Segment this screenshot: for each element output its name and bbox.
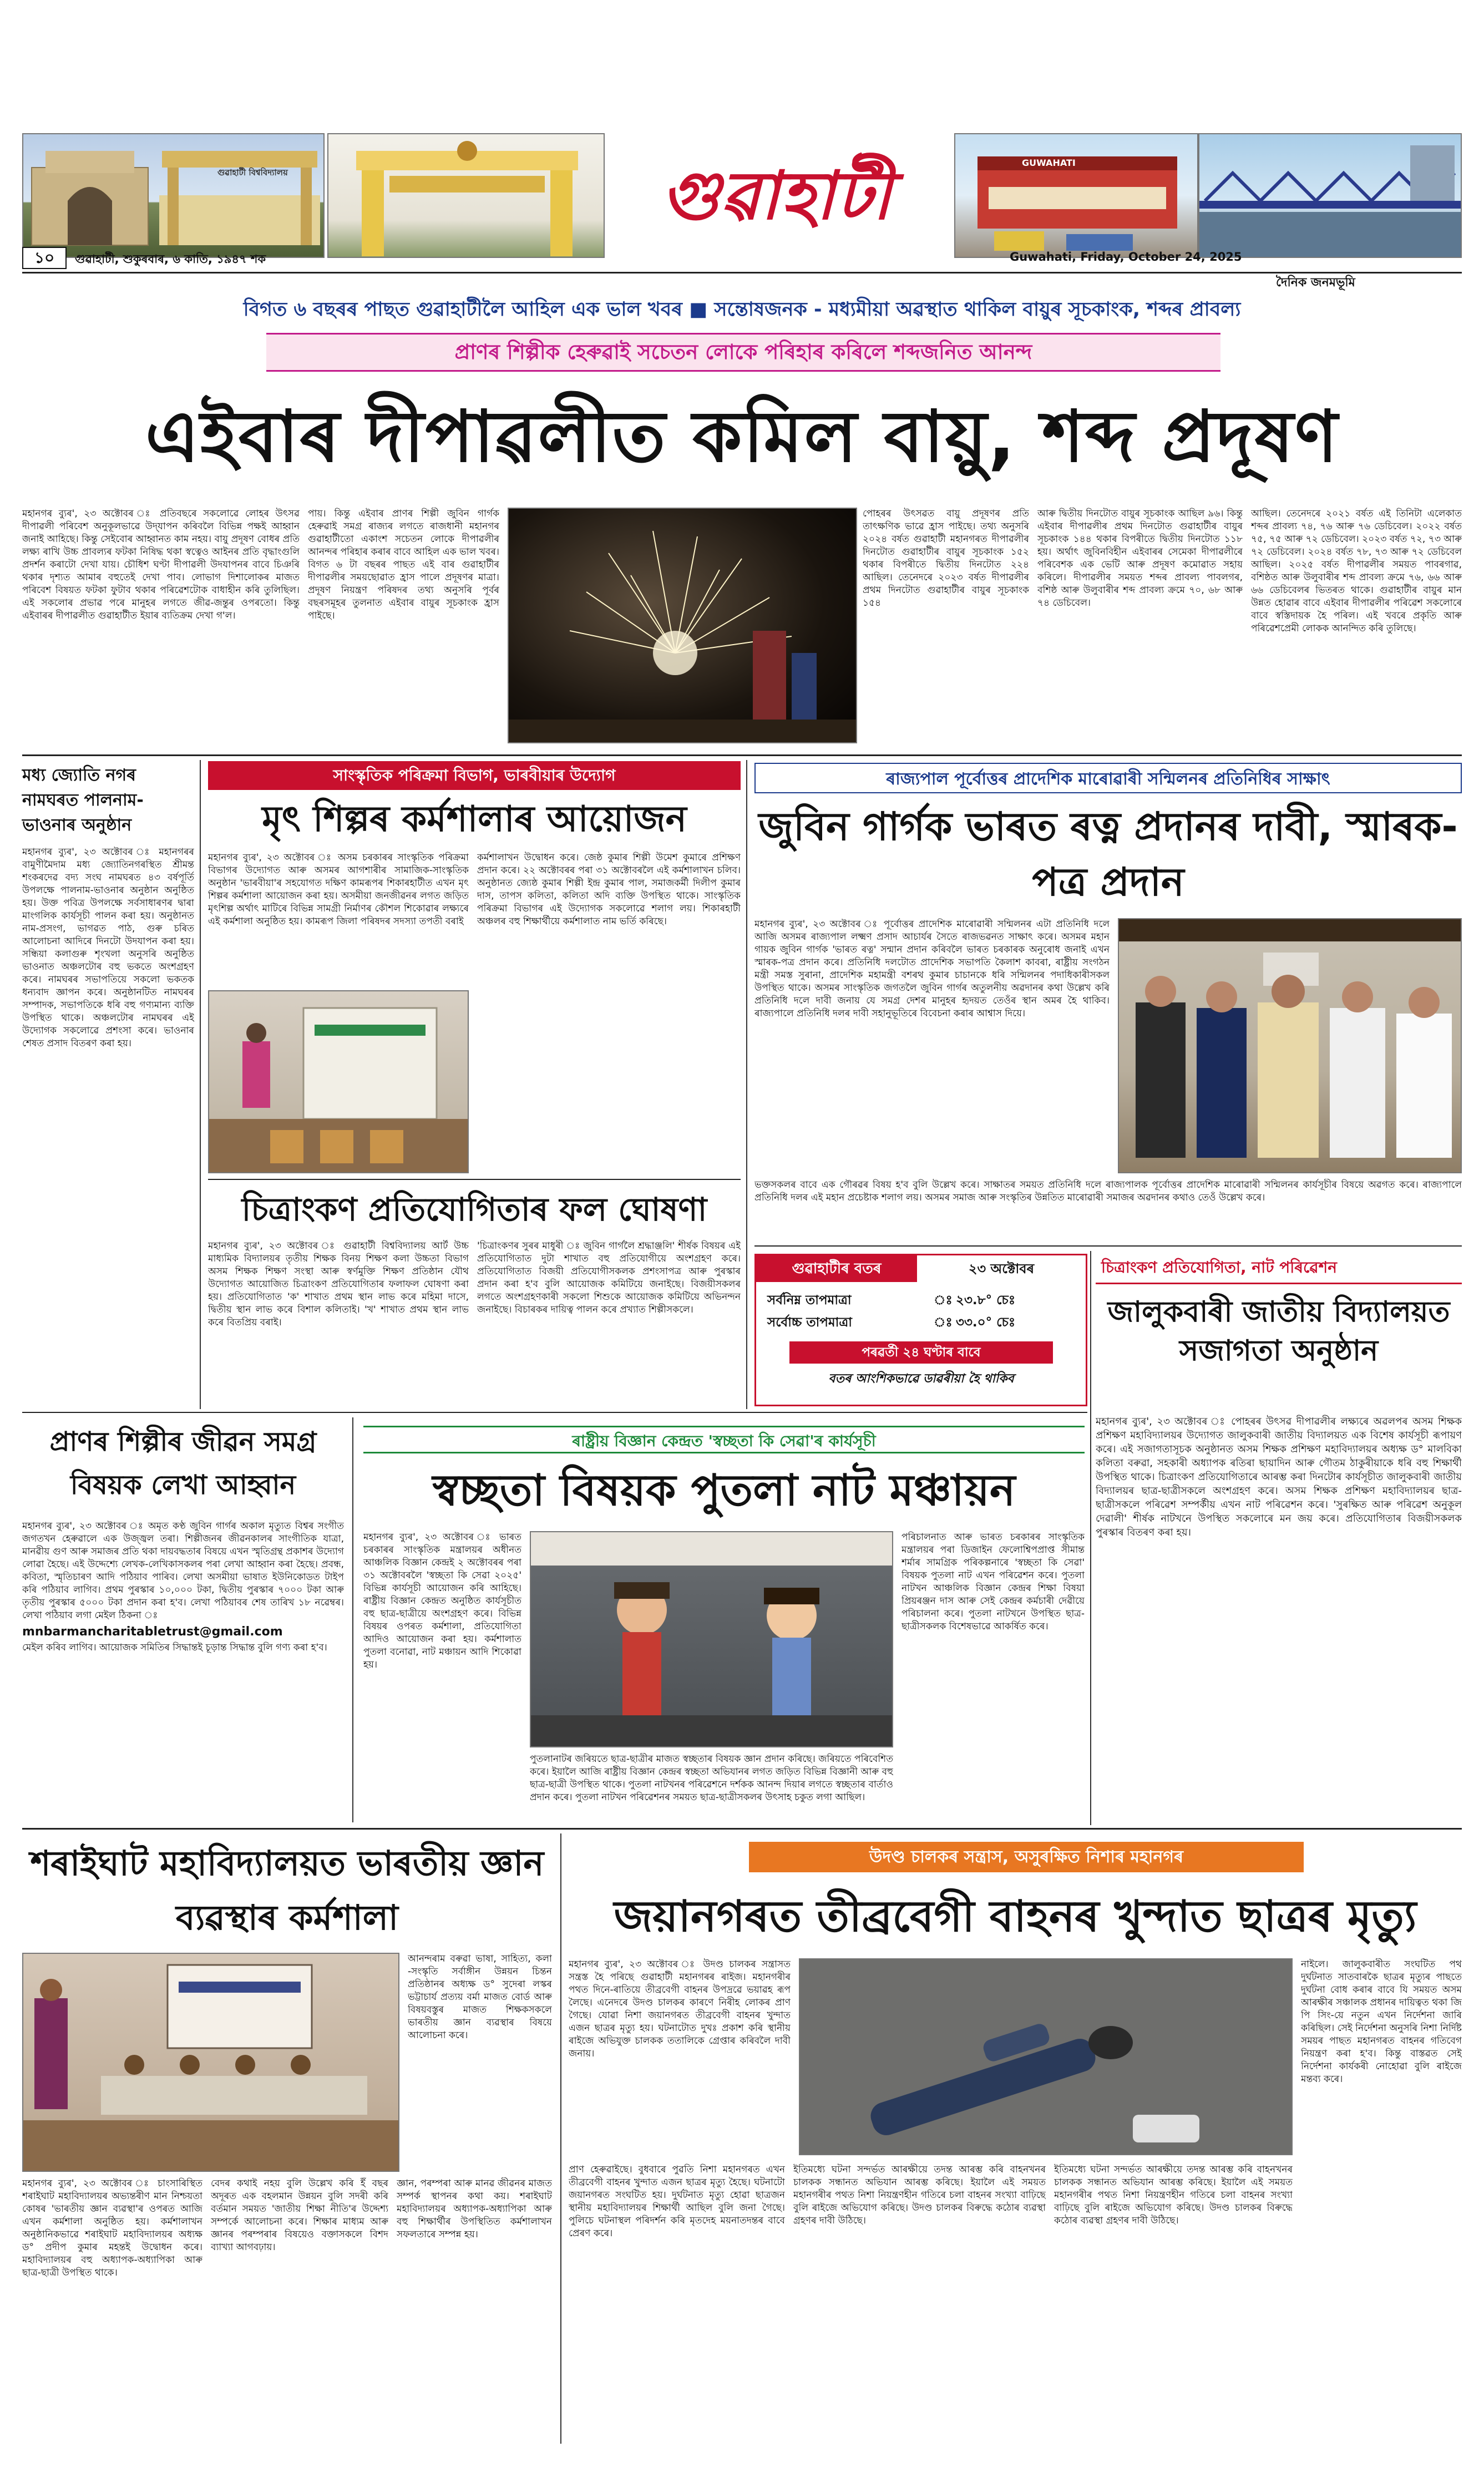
center-story2-col2 [477,1240,741,1406]
center-story3-col1 [363,1531,521,1820]
bottom-story-col2-text: প্ৰাণ হেৰুৱাইছে। বুধবাৰে পুৱতি নিশা মহানগৰত এখন তীব্ৰবেগী বাহনৰ খুন্দাত এজন ছাত্ৰৰ মৃত্যু হৈছে। ঘটনাটো জয়ানগৰত সংঘটিত হয়। দুৰ্ঘটনাত মৃত্যু হোৱা ছাত্ৰজন স্থানীয় মহাবিদ্যালয়ৰ শিক্ষাৰ্থী আছিল বুলি জনা গৈছে। পুলিচে ঘটনাস্থল পৰিদৰ্শন কৰি মৃতদেহ ময়নাতদন্তৰ বাবে প্ৰেৰণ কৰে। [569,2164,785,2239]
weather-forecast-title: পৰৱৰ্তী ২৪ ঘণ্টাৰ বাবে [789,1341,1053,1364]
bottom-story-col3b [1054,2164,1293,2444]
station-illustration [955,134,1198,258]
top-story-col3 [863,508,1029,746]
masthead-photo-station [954,133,1198,258]
left-story3-col2 [211,2177,388,2444]
center-story1-col1-text: মহানগৰ ব্যুৰ', ২৩ অক্টোবৰ ঃ অসম চৰকাৰৰ সাংস্কৃতিক পৰিক্ৰমা বিভাগৰ উদ্যোগত আৰু অসমৰ আগশাৰীৰ সামাজিক-সাংস্কৃতিক অনুষ্ঠান 'ভাৰবীয়া'ৰ সহযোগত দক্ষিণ কামৰূপৰ শিকাৰহাটীত এখন মৃৎ শিল্পৰ কৰ্মশালা আয়োজন কৰা হয়। অসমীয়া জনজীৱনৰ লগত জড়িত মৃৎশিল্প অৰ্থাৎ মাটিৰে বিভিন্ন সামগ্ৰী নিৰ্মাণৰ কৌশল শিকোৱাৰ লক্ষ্যৰে এই কৰ্মশালা অনুষ্ঠিত হয়। কামৰূপ জিলা পৰিষদৰ সদস্যা তপতী বৰাই [208,852,469,927]
weather-row-max: সৰ্বোচ্চ তাপমাত্ৰা ঃ ৩৩.০° চেঃ [767,1312,1078,1332]
top-story-col5-text: আছিল। তেনেদৰে ২০২১ বৰ্ষত এই তিনিটা এলেকাত শব্দৰ প্ৰাবল্য ৭৪, ৭৬ আৰু ৭৬ ডেচিবেল। ২০২২ বৰ্ষত ৭৫, ৭৫ আৰু ৭২ ডেচিবেল। ২০২৩ বৰ্ষত ৭২, ৭৩ আৰু ৭২ ডেচিবেল। ২০২৪ বৰ্ষত ৭৮, ৭৩ আৰু ৭২ ডেচিবেল আছিল। ২০২৫ বৰ্ষত দীপাৱলীৰ সময়ত পাবৰগাৱ, বশিষ্ঠত আৰু উলুবাৰীৰ শব্দ প্ৰাবল্য ক্ৰমে ৭৬, ৬৬ আৰু ৬৬ ডেচিবেলৰ ভিতৰত থাকে। গুৱাহাটীৰ বায়ুৰ মান উন্নত হোৱাৰ বাবে এইবাৰ দীপাৱলীৰ পৰিৱেশ সকলোৰে বাবে স্বস্তিদায়ক হৈ পৰিল। এই খবৰে প্ৰকৃতি আৰু পৰিৱেশপ্ৰেমী লোকক আনন্দিত কৰি তুলিছে। [1251,508,1462,634]
center-story3-col1-text: মহানগৰ ব্যুৰ', ২৩ অক্টোবৰ ঃ ভাৰত চৰকাৰৰ সাংস্কৃতিক মন্ত্ৰালয়ৰ অধীনত আঞ্চলিক বিজ্ঞান কেন্দ্ৰই ২ অক্টোবৰৰ পৰা ৩১ অক্টোবৰলৈ 'স্বচ্ছতা কি সেৱা ২০২৫' বিভিন্ন কাৰ্যসূচী আয়োজন কৰি আহিছে। ৰাষ্ট্ৰীয় বিজ্ঞান কেন্দ্ৰত অনুষ্ঠিত কাৰ্যসূচীত বহু ছাত্ৰ-ছাত্ৰীয়ে অংশগ্ৰহণ কৰে। বিভিন্ন বিষয়ৰ ওপৰত কৰ্মশালা, প্ৰতিযোগিতা আদিও আয়োজন কৰা হয়। কৰ্মশালাত পুতলা বনোৱা, নাট মঞ্চায়ন আদি শিকোৱা হয়। [363,1532,521,1670]
weather-date: ২৩ অক্টোবৰ [968,1261,1035,1276]
bottom-story-col3-text: ইতিমধ্যে ঘটনা সন্দৰ্ভত আৰক্ষীয়ে তদন্ত আৰম্ভ কৰি বাহনখনৰ চালকক সন্ধানত অভিযান আৰম্ভ কৰিছে। ইয়ালৈ এই সময়ত মহানগৰীৰ পথত নিশা নিয়ন্ত্ৰণহীন গতিৰে চলা বাহনৰ সংখ্যা বাঢ়িছে বুলি ৰাইজে অভিযোগ কৰিছে। উদণ্ড চালকৰ বিৰুদ্ধে কঠোৰ ব্যৱস্থা গ্ৰহণৰ দাবী উঠিছে। [793,2164,1046,2226]
weather-min-label: সৰ্বনিম্ন তাপমাত্ৰা [767,1293,852,1308]
puppet-illustration [531,1532,893,1747]
left-story1-headline: মধ্য জ্যোতি নগৰ নামঘৰত পালনাম-ভাওনাৰ অনুষ্ঠান [22,766,144,835]
center-story2-col2-text: 'চিত্ৰাংকণৰ সুৰৰ মাধুৰী ঃ জুবিন গাৰ্গলৈ শ্ৰদ্ধাঞ্জলি' শীৰ্ষক বিষয়ৰ এই প্ৰতিযোগিতাত দুটা শাখাত বহু প্ৰতিযোগীয়ে অংশগ্ৰহণ কৰে। প্ৰতিযোগিতাত বিজয়ী প্ৰতিযোগীসকলক প্ৰশংসাপত্ৰ আৰু পুৰস্কাৰ প্ৰদান কৰা হ'ব বুলি আয়োজক কমিটিয়ে জনাইছে। বিজয়ীসকলৰ লগতে অংশগ্ৰহণকাৰী সকলো শিশুকে আয়োজক কমিটিয়ে অভিনন্দন জনাইছে। বিচাৰকৰ দায়িত্ব পালন কৰে প্ৰখ্যাত শিল্পীসকলে। [477,1240,741,1315]
left-story3-headline: শৰাইঘাট মহাবিদ্যালয়ত ভাৰতীয় জ্ঞান ব্যৱস্থাৰ কৰ্মশালা [30,1843,544,1938]
left-story2-text: মহানগৰ ব্যুৰ', ২৩ অক্টোবৰ ঃ অমৃত কণ্ঠ জুবিন গাৰ্গৰ অকাল মৃত্যুত বিশ্বৰ সংগীত জগতখন হেৰুৱালে এক উজ্জ্বল তৰা। শিল্পীজনৰ জীৱনকালৰ সাংগীতিক যাত্ৰা, মানৱীয় গুণ আৰু সমাজৰ প্ৰতি থকা দায়বদ্ধতাৰ বিষয়ে এখন স্মৃতিগ্ৰন্থ প্ৰকাশৰ উদ্যোগ লোৱা হৈছে। এই উদ্দেশ্যে লেখক-লেখিকাসকলৰ পৰা লেখা আহ্বান কৰা হৈছে। প্ৰবন্ধ, কবিতা, স্মৃতিচাৰণ আদি পঠিয়াব পাৰিব। লেখা অসমীয়া ভাষাত ইউনিকোডত টাইপ কৰি পঠিয়াব লাগিব। প্ৰথম পুৰস্কাৰ ১০,০০০ টকা, দ্বিতীয় পুৰস্কাৰ ৭০০০ টকা আৰু তৃতীয় পুৰস্কাৰ ৫০০০ টকা প্ৰদান কৰা হ'ব। লেখা পঠিয়াবৰ শেষ তাৰিখ ১৮ নৱেম্বৰ। লেখা পঠিয়াব লগা মেইল ঠিকনা ঃ [22,1521,344,1621]
left-story3-col3 [397,2177,552,2444]
bottom-story-kicker: উদণ্ড চালকৰ সন্ত্ৰাস, অসুৰক্ষিত নিশাৰ মহানগৰ [749,1842,1304,1872]
top-story-kicker: প্ৰাণৰ শিল্পীক হেৰুৱাই সচেতন লোকে পৰিহাৰ কৰিলে শব্দজনিত আনন্দ [454,340,1032,364]
center-story3-headline: স্বচ্ছতা বিষয়ক পুতলা নাট মঞ্চায়ন [432,1466,1016,1516]
gate-label: গুৱাহাটী বিশ্ববিদ্যালয় [217,168,288,178]
center-story3-kicker: ৰাষ্ট্ৰীয় বিজ্ঞান কেন্দ্ৰত 'স্বচ্ছতা কি সেৱা'ৰ কাৰ্যসূচী [363,1426,1085,1453]
masthead-photo-emblem [327,133,605,258]
date-bar [22,247,1462,269]
right-story2-text: মহানগৰ ব্যুৰ', ২৩ অক্টোবৰ ঃ পোহৰৰ উৎসৱ দীপাৱলীৰ লক্ষ্যৰে অৱলপৰ অসম শিক্ষক প্ৰশিক্ষণ মহাবিদ্যালয়ৰ উদ্যোগত জালুকবাৰী জাতীয় বিদ্যালয়ত এক বিশেষ কাৰ্যসূচী ৰূপায়ণ কৰে। এই সজাগতাসূচক অনুষ্ঠানত অসম শিক্ষক প্ৰশিক্ষণ মহাবিদ্যালয়ৰ অধ্যক্ষ ড° মালবিকা কলিতা বৰুৱা, সহকাৰী অধ্যাপক ৰতিৰা ছায়াদিন আৰু গৌতম ঠাকুৰীয়াকে ধৰি বহু শিক্ষাৰ্থী উপস্থিত থাকে। চিত্ৰাংকণ প্ৰতিযোগিতাৰে আৰম্ভ কৰা দিনটোৰ কাৰ্যসূচীত জালুকবাৰী জাতীয় বিদ্যালয়ৰ ছাত্ৰ-ছাত্ৰীসকলে অংশগ্ৰহণ কৰে। অসম শিক্ষক প্ৰশিক্ষণ মহাবিদ্যালয়ৰ ছাত্ৰ-ছাত্ৰীসকলে পৰিৱেশ সম্পৰ্কীয় এখন নাট পৰিৱেশন কৰে। 'সুৰক্ষিত আৰু পৰিৱেশ অনুকূল দেৱালী' শীৰ্ষক নাটখনে উপস্থিত সকলোৰে মন জয় কৰে। প্ৰতিযোগিতাৰ বিজয়ীসকলক পুৰস্কাৰ বিতৰণ কৰা হয়। [1096,1416,1462,1538]
right-story2-headline: জালুকবাৰী জাতীয় বিদ্যালয়ত সজাগতা অনুষ্ঠান [1107,1295,1450,1367]
station-label: GUWAHATI [1022,158,1076,168]
weather-row-min: সৰ্বনিম্ন তাপমাত্ৰা ঃ ২৩.৮° চেঃ [767,1290,1078,1310]
right-story1-body2 [754,1179,1462,1240]
left-story2-body [22,1520,344,1831]
bottom-story-col3 [793,2164,1046,2444]
weather-forecast-text: বতৰ আংশিকভাৱে ডাৱৰীয়া হৈ থাকিব [828,1372,1014,1386]
left-story3-col3-text: জ্ঞান, পৰম্পৰা আৰু মানৱ জীৱনৰ মাজত সম্পৰ্ক স্থাপনৰ কথা কয়। শৰাইঘাট মহাবিদ্যালয়ৰ অধ্যাপক-অধ্যাপিকা আৰু বহু শিক্ষাৰ্থীৰ উপস্থিতিত কৰ্মশালাখন সফলতাৰে সম্পন্ন হয়। [397,2178,552,2240]
gate-illustration [23,134,325,258]
weather-box [754,1254,1087,1406]
center-story3-col3-text: জৰিয়তে পৰিবেশিত কৰে। ইয়ালৈ আজি ৰাষ্ট্ৰীয় বিজ্ঞান কেন্দ্ৰৰ স্বচ্ছতা অভিযানৰ লগত জড়িত বিভিন্ন বিজ্ঞানী আৰু বহু ছাত্ৰ-ছাত্ৰী উপস্থিত থাকে। পুতলা নাটখনৰ পৰিৱেশনে দৰ্শকক আনন্দ দিয়াৰ লগতে স্বচ্ছতাৰ বাৰ্তাও প্ৰদান কৰে। পুতলা নাটখন পৰিৱেশনৰ সময়ত ছাত্ৰ-ছাত্ৰীসকলৰ উৎসাহ চকুত লগা আছিল। [530,1754,893,1803]
center-story1-kicker: সাংস্কৃতিক পৰিক্ৰমা বিভাগ, ভাৰবীয়াৰ উদ্যোগ [208,761,741,790]
bottom-story-col1-text: মহানগৰ ব্যুৰ', ২৩ অক্টোবৰ ঃ উদণ্ড চালকৰ সন্ত্ৰাসত সন্ত্ৰস্ত হৈ পৰিছে গুৱাহাটী মহানগৰৰ ৰাইজ। মহানগৰীৰ পথত দিনে-ৰাতিয়ে তীব্ৰবেগী বাহনৰ উপদ্ৰৱে ভয়াৱহ ৰূপ লৈছে। এনেদৰে উদণ্ড চালকৰ কাৰণে নিৰীহ লোকৰ প্ৰাণ গৈছে। যোৱা নিশা জয়ানগৰত তীব্ৰবেগী বাহনৰ খুন্দাত এজন ছাত্ৰৰ মৃত্যু হয়। ঘটনাটোত দুখঃ প্ৰকাশ কৰি স্থানীয় ৰাইজে অভিযুক্ত চালকক ততালিকে গ্ৰেপ্তাৰ কৰিবলৈ দাবী জনায়। [569,1959,791,2059]
seminar-photo [22,1953,399,2172]
top-story-kicker-band [266,333,1220,372]
right-story1-rule [754,1245,1462,1247]
left-story3-col1-text: মহানগৰ ব্যুৰ', ২৩ অক্টোবৰ ঃ চাংসাৰিস্থিত শৰাইঘাট মহাবিদ্যালয়ৰ অভ্যন্তৰীণ মান নিশ্চয়তা কোষৰ 'ভাৰতীয় জ্ঞান ব্যৱস্থা'ৰ ওপৰত আজি এখন কৰ্মশালা অনুষ্ঠিত হয়। কৰ্মশালাখন অনুষ্ঠানিকভাৱে শৰাইঘাট মহাবিদ্যালয়ৰ অধ্যক্ষ ড° প্ৰদীপ কুমাৰ মহন্তই উদ্বোধন কৰে। মহাবিদ্যালয়ৰ বহু অধ্যাপক-অধ্যাপিকা আৰু ছাত্ৰ-ছাত্ৰী উপস্থিত থাকে। [22,2178,202,2278]
center-story2-col1 [208,1240,469,1406]
right-story1-text: মহানগৰ ব্যুৰ', ২৩ অক্টোবৰ ঃ পূৰ্বোত্তৰ প্ৰাদেশিক মাৰোৱাৰী সন্মিলনৰ এটা প্ৰতিনিধি দলে আজি অসমৰ ৰাজ্যপাল লক্ষ্মণ প্ৰসাদ আচাৰ্যৰ সৈতে ৰাজভৱনত সাক্ষাৎ কৰে। অসমৰ মহান গায়ক জুবিন গাৰ্গক 'ভাৰত ৰত্ন' সন্মান প্ৰদান কৰিবলৈ ভাৰত চৰকাৰক অনুৰোধ জনাই এখন স্মাৰক-পত্ৰ প্ৰদান কৰে। প্ৰতিনিধি দলটোত প্ৰাদেশিক সভাপতি কৈলাশ কাবৰা, ৰাষ্ট্ৰীয় সংগঠন মন্ত্ৰী সমস্ত সুৰানা, প্ৰাদেশিক মহামন্ত্ৰী বশৰথ কুমাৰ চাচানকে ধৰি সন্মিলনৰ পদাধিকাৰীসকল উপস্থিত থাকে। অসমৰ সাংস্কৃতিক জগতলৈ জুবিন গাৰ্গৰ অতুলনীয় অৱদানৰ কথা উল্লেখ কৰি প্ৰতিনিধি দলে দাবী জনায় যে সমগ্ৰ দেশৰ মানুহৰ হৃদয়ত তেওঁৰ স্থান অমৰ হৈ থাকিব। ৰাজ্যপালে প্ৰতিনিধি দলৰ দাবী সহানুভূতিৰে বিবেচনা কৰাৰ আশ্বাস দিয়ে। [754,919,1110,1019]
bottom-story-col3b-text: ইতিমধ্যে ঘটনা সন্দৰ্ভত আৰক্ষীয়ে তদন্ত আৰম্ভ কৰি বাহনখনৰ চালকক সন্ধানত অভিযান আৰম্ভ কৰিছে। ইয়ালৈ এই সময়ত মহানগৰীৰ পথত নিশা নিয়ন্ত্ৰণহীন গতিৰে চলা বাহনৰ সংখ্যা বাঢ়িছে বুলি ৰাইজে অভিযোগ কৰিছে। উদণ্ড চালকৰ বিৰুদ্ধে কঠোৰ ব্যৱস্থা গ্ৰহণৰ দাবী উঠিছে। [1054,2164,1293,2226]
top-story-col2-text: পায়। কিন্তু এইবাৰ প্ৰাণৰ শিল্পী জুবিন গাৰ্গক হেৰুৱাই সমগ্ৰ ৰাজ্যৰ লগতে ৰাজধানী মহানগৰ গুৱাহাটীতো একাংশ সচেতন লোকে দীপাৱলীৰ আনন্দৰ পৰিহাৰ কৰাৰ বাবে আহিল এক ভাল খবৰ। বিগত ৬ টা বছৰৰ পাছত এই বাৰ গুৱাহাটীৰ দীপাৱলীৰ সময়ছোৱাত হ্ৰাস পালে প্ৰদূষণৰ মাত্ৰা। প্ৰদূষণ নিয়ন্ত্ৰণ পৰিষদৰ তথ্য অনুসৰি পূৰ্বৰ বছৰসমূহৰ তুলনাত এইবাৰ বায়ুৰ সূচকাংক হ্ৰাস পাইছে। [308,508,499,621]
right-story1-body [754,918,1110,1173]
newspaper-name: দৈনিক জনমভূমি [1276,276,1355,290]
top-story-col3-text: পোহৰৰ উৎসৱত বায়ু প্ৰদূষণৰ প্ৰতি তাৎক্ষণিক ভাৱে হ্ৰাস পাইছে। তথ্য অনুসৰি ২০২৪ বৰ্ষত গুৱাহাটী মহানগৰত দীপাৱলীৰ দিনটোত গুৱাহাটীৰ বায়ুৰ সূচকাংক ১৫২ থকাৰ বিপৰীতে দ্বিতীয় দিনটোত ২২৪ আছিল। তেনেদৰে ২০২৩ বৰ্ষত দীপাৱলীৰ প্ৰথম দিনটোত গুৱাহাটীৰ বায়ুৰ সূচকাংক ১৫৪ [863,508,1029,609]
newspaper-title-logo [605,139,949,261]
meeting-illustration [1119,919,1462,1173]
left-column-divider [200,760,201,1409]
bottom-story-col4-text: নাইলে। জালুকবাৰীত সংঘটিত পথ দুৰ্ঘটনাত সাতবাৰকৈ ছাত্ৰৰ মৃত্যুৰ পাছতে দুৰ্ঘটনা বোধ কৰাৰ বাবে যি সময়ত অসম আৰক্ষীৰ সঞ্চালক প্ৰধানৰ দায়িত্বত থকা জি পি সিং-য়ে নতুন এখন নিৰ্দেশনা জাৰি কৰিছিল। সেই নিৰ্দেশনা অনুসৰি নিশা নিৰ্দিষ্ট সময়ৰ পাছত মহানগৰত বাহনৰ গতিবেগ নিয়ন্ত্ৰণ কৰা হ'ব। কিন্তু বাস্তৱত সেই নিৰ্দেশনা কাৰ্যকৰী নোহোৱা বুলি ৰাইজে মন্তব্য কৰে। [1301,1959,1462,2085]
right-column-divider [1090,1251,1091,1825]
bottom-story-col1 [569,1958,791,2158]
right-story1-headline: জুবিন গাৰ্গক ভাৰত ৰত্ন প্ৰদানৰ দাবী, স্মাৰক-পত্ৰ প্ৰদান [758,804,1458,905]
center-story1-headline: মৃৎ শিল্পৰ কৰ্মশালাৰ আয়োজন [262,799,687,840]
workshop-illustration [209,991,469,1173]
weather-header [756,1255,1086,1282]
masthead-title: গুৱাহাটী [661,156,893,235]
center-story1-col1 [208,852,469,987]
weather-min-value: ২৩.৮° চেঃ [956,1293,1016,1308]
weather-title: গুৱাহাটীৰ বতৰ [756,1255,917,1282]
center-story1-col2 [477,852,741,1173]
accident-photo [799,1958,1293,2155]
date-assamese: গুৱাহাটী, শুকুৰবাৰ, ৬ কাতি, ১৯৪৭ শক [75,252,266,266]
left-story3-col1 [22,2177,202,2444]
bottom-story-headline: জয়ানগৰত তীব্ৰবেগী বাহনৰ খুন্দাত ছাত্ৰৰ মৃত্যু [614,1892,1417,1942]
lower-page-rule [22,1828,1462,1830]
center-story3-col2 [901,1531,1085,1820]
top-story-col1 [22,508,300,746]
bottom-story-col2 [569,2164,785,2444]
left-story3-side [408,1953,552,2172]
right-story2-kicker: চিত্ৰাংকণ প্ৰতিযোগিতা, নাট পৰিৱেশন [1101,1258,1337,1276]
center-right-divider [746,760,747,1409]
top-story-col1-text: মহানগৰ ব্যুৰ', ২৩ অক্টোবৰ ঃ প্ৰতিবছৰে সকলোৱে লোহৰ উৎসৱ দীপাৱলী পৰিবেশ অনুকূলভাৱে উদ্‌যাপন কৰিবলৈ বিভিন্ন পক্ষই আহ্বান জনাই আহিছে। কিন্তু সেইবোৰ আহ্বানত কাম নহয়। বায়ু প্ৰদূষণ বোধৰ প্ৰতি লক্ষ্য ৰাখি উচ্চ প্ৰাবল্যৰ ফটকা নিষিদ্ধ থকা স্বত্বেও আইনৰ প্ৰতি বৃদ্ধাংগুলি প্ৰদৰ্শন কৰাটো দেখা যায়। চৌধিশ ঘণ্টা দীপাৱলী উদযাপনৰ বাবে চিঞৰি থকাৰ দৃশ্যত আমাৰ বহুতেই দেখা পাব। লোভাগ দিশালোকৰ মাজত পৰিবেশ বিষয়ত ফটকা ফুটাব থকাৰ পৰিৱেশটোক বাধাহীন কৰি তুলিছিল। এই সকলোৰ প্ৰভাৱ পৰে মানুহৰ লগতে জীৱ-জন্তুৰ ওপৰতো। কিন্তু এইবাৰৰ দীপাৱলীত গুৱাহাটীত ইয়াৰ ব্যতিক্ৰম দেখা গ'ল। [22,508,300,621]
left-story1-body [22,846,194,1417]
left-story1-text: মহানগৰ ব্যুৰ', ২৩ অক্টোবৰ ঃ মহানগৰৰ বামুণীমৈদাম মধ্য জ্যোতিনগৰস্থিত শ্ৰীমন্ত শংকৰদেৱ বদ্য সংঘ নামঘৰত ৪৩ বৰ্ষপূৰ্তি উপলক্ষে পালনাম-ভাওনাৰ অনুষ্ঠান অনুষ্ঠিত হয়। উক্ত পবিত্ৰ উপলক্ষে সৰ্বসাধাৰণৰ দ্বাৰা মাংগলিক কাৰ্যসূচী পালন কৰা হয়। অনুষ্ঠানত নাম-প্ৰসংগ, ভাগৱত পাঠ, গুৰু চৰিত আলোচনা আদিৰে দিনটো উদযাপন কৰা হয়। সন্ধিয়া কলাগুৰু শৃংখলা অনুসৰি অনুষ্ঠিত ভাওনাত অঞ্চলটোৰ বহু ভকতে অংশগ্ৰহণ কৰে। নামঘৰৰ সভাপতিয়ে সকলো ভকতক ধন্যবাদ জ্ঞাপন কৰে। অনুষ্ঠানটিত নামঘৰৰ সম্পাদক, সভাপতিকে ধৰি বহু গণ্যমান্য ব্যক্তি উপস্থিত থাকে। অঞ্চলটোৰ নামঘৰৰ এই উদ্যোগক সকলোৱে প্ৰশংসা কৰে। ভাওনাৰ শেষত প্ৰসাদ বিতৰণ কৰা হয়। [22,847,194,1049]
puppet-show-photo [530,1531,893,1747]
masthead-photo-bridge [1198,133,1462,258]
accident-illustration [800,1959,1293,2155]
masthead-photo-gate [22,133,325,258]
center-story2-col1-text: মহানগৰ ব্যুৰ', ২৩ অক্টোবৰ ঃ গুৱাহাটী বিশ্ববিদ্যালয় আৰ্ট উচ্চ মাধ্যমিক বিদ্যালয়ৰ তৃতীয় শিক্ষক বিনয় শিক্ষণ কলা উচ্চতা বিভাগ অসম শিক্ষক শিক্ষণ সংস্থা আৰু স্বৰ্ণমুক্তি শিক্ষণ প্ৰতিষ্ঠান যৌথ উদ্যোগত আয়োজিত চিত্ৰাংকণ প্ৰতিযোগিতাৰ ফলাফল ঘোষণা কৰা হয়। প্ৰতিযোগিতাত 'ক' শাখাত প্ৰথম স্থান লাভ কৰে মহিমা দাসে, দ্বিতীয় স্থান লাভ কৰে বিশাল কলিতাই। 'খ' শাখাত প্ৰথম স্থান লাভ কৰে বিতপ্ৰিয় বৰাই। [208,1240,469,1328]
university-gate-illustration [328,134,605,258]
pottery-workshop-photo [208,990,469,1173]
masthead-rule [22,272,1462,273]
left-story2-email[interactable]: mnbarmancharitabletrust@gmail.com [22,1625,283,1639]
right-story1-text2: ভক্তসকলৰ বাবে এক গৌৰৱৰ বিষয় হ'ব বুলি উল্লেখ কৰে। সাক্ষাতৰ সময়ত প্ৰতিনিধি দলে ৰাজ্যপালক পূৰ্বোত্তৰ প্ৰাদেশিক মাৰোৱাৰী সন্মিলনৰ কাৰ্যসূচীৰ বিষয়ে অৱগত কৰে। ৰাজ্যপালে প্ৰতিনিধি দলৰ এই মহান প্ৰচেষ্টাক শলাগ লয়। অসমৰ সমাজ আৰু সংস্কৃতিৰ উন্নতিত মাৰোৱাৰী সমাজৰ অৱদানৰ কথাও তেওঁ উল্লেখ কৰে। [754,1179,1462,1203]
left-center-divider [352,1417,353,1822]
top-story-col2 [308,508,499,746]
right-story1-kicker: ৰাজ্যপাল পূৰ্বোত্তৰ প্ৰাদেশিক মাৰোৱাৰী সন্মিলনৰ প্ৰতিনিধিৰ সাক্ষাৎ [754,763,1462,793]
page-number: ১০ [22,247,67,269]
left-story3-col2-text: বেদৰ কথাই নহয় বুলি উল্লেখ কৰি ইঁ বছৰ অদূৰত এক বহলমান উন্নয়ন বুলি সদৰী কৰি বৰ্তমান সময়ত 'জাতীয় শিক্ষা নীতি'ৰ উদ্দেশ্য সম্পৰ্কে আলোচনা কৰে। শিক্ষাৰ মাধ্যম আৰু জ্ঞানৰ পৰম্পৰাৰ বিষয়েও বক্তাসকলে বিশদ ব্যাখ্যা আগবঢ়ায়। [211,2178,388,2253]
date-english: Guwahati, Friday, October 24, 2025 [1010,250,1242,264]
governor-meeting-photo [1118,918,1462,1173]
top-story-bottom-rule [22,754,1462,756]
left-story3-side-text: আনন্দৰাম বৰুৱা ভাষা, সাহিত্য, কলা -সংস্কৃতি সৰ্বাঙ্গীন উন্নয়ন চিন্তন প্ৰতিষ্ঠানৰ অধ্যক্ষ ড° সুদেৰা লস্কৰ ভট্টাচাৰ্য প্ৰত্যয় বৰ্মা মাজত বোৰ্ড আৰু বিষয়বস্তুৰ মাজত শিক্ষকসকলে ভাৰতীয় জ্ঞান ব্যৱস্থাৰ বিষয়ে আলোচনা কৰে। [408,1953,552,2041]
bridge-illustration [1199,134,1462,258]
center-story1-rule [208,1179,741,1180]
center-story3-caption-area [530,1753,893,1820]
right-story2-kicker-band [1096,1254,1462,1284]
fireworks-illustration [509,509,857,743]
top-story-col4 [1037,508,1243,746]
center-story1-col2-text: কৰ্মশালাখন উদ্বোধন কৰে। জেষ্ঠ কুমাৰ শিল্পী উমেশ কুমাৰে প্ৰশিক্ষণ প্ৰদান কৰে। ২২ অক্টোবৰৰ পৰা ৩১ অক্টোবৰলৈ এই কৰ্মশালাখন চলিব। অনুষ্ঠানত জ্যেষ্ঠ কুমাৰ শিল্পী ইন্দ্ৰ কুমাৰ পাল, সমাজকৰ্মী দিলীপ কুমাৰ দাস, তাপস কলিতা, কলিতা অদি ব্যক্তি উপস্থিত থাকে। সাংস্কৃতিক পৰিক্ৰমা বিভাগৰ এই উদ্যোগক সকলোৱে শলাগ লয়। শিকাৰহাটী অঞ্চলৰ বহু শিক্ষাৰ্থীয়ে কৰ্মশালাত নাম ভৰ্তি কৰিছে। [477,852,741,927]
top-story-strapline: বিগত ৬ বছৰৰ পাছত গুৱাহাটীলৈ আহিল এক ভাল খবৰ ■ সন্তোষজনক - মধ্যমীয়া অৱস্থাত থাকিল বায়ুৰ সূচকাংক, শব্দৰ প্ৰাবল্য [243,298,1241,321]
right-story2-body [1096,1415,1462,1820]
weather-max-value: ৩৩.০° চেঃ [956,1315,1016,1330]
top-story-col5 [1251,508,1462,746]
top-story-col4-text: আৰু দ্বিতীয় দিনটোত বায়ুৰ সূচকাংক আছিল ৯৬। কিন্তু এইবাৰ দীপাৱলীৰ প্ৰথম দিনটোত গুৱাহাটীৰ বায়ুৰ সূচকাংক ১৪৪ থকাৰ বিপৰীতে দ্বিতীয় দিনটোত ১১৮ হয়। অৰ্থাৎ জুবিনবিহীন এইবাৰৰ সেমেকা দীপাৱলীৰে পৰিবেশক এক ভেটি আৰু প্ৰদূষণ কমোৱাত সহায় কৰিলে। দীপাৱলীৰ সময়ত শব্দৰ প্ৰাবল্য পাবলগৰ, বশিষ্ঠ আৰু উলুবাৰীৰ শব্দ প্ৰাবল্য ক্ৰমে ৭০, ৬৮ আৰু ৭৪ ডেচিবেল। [1037,508,1243,609]
weather-max-label: সৰ্বোচ্চ তাপমাত্ৰা [767,1315,852,1330]
left-story2-headline: প্ৰাণৰ শিল্পীৰ জীৱন সমগ্ৰ বিষয়ক লেখা আহ্বান [49,1426,317,1501]
center-story3-col2-text: পৰিচালনাত আৰু ভাৰত চৰকাৰৰ সাংস্কৃতিক মন্ত্ৰালয়ৰ পৰা ডিজাইন ফেলোশ্বিপপ্ৰাপ্ত সীমান্ত শৰ্মাৰ সামগ্ৰিক পৰিকল্পনাৰে 'স্বচ্ছতা কি সেৱা' বিষয়ক পুতলা নাট এখন পৰিৱেশন কৰে। পুতলা নাটখন আঞ্চলিক বিজ্ঞান কেন্দ্ৰৰ শিক্ষা বিষয়া প্ৰিয়ৰঞ্জন দাস আৰু সেই কেন্দ্ৰৰ কৰ্মচাৰী দেৱীয়ে পৰিচালনা কৰে। পুতলা নাটখনে উপস্থিত ছাত্ৰ-ছাত্ৰীসকলক বিশেষভাৱে আকৰ্ষিত কৰে। [901,1532,1085,1632]
center-story3-caption: পুতলানাটৰ জৰিয়তে ছাত্ৰ-ছাত্ৰীৰ মাজত স্বচ্ছতাৰ বিষয়ক জ্ঞান প্ৰদান কৰিছে। [530,1754,816,1765]
bottom-story-col4 [1301,1958,1462,2444]
left-story2-text-after: মেইল কৰিব লাগিব। আয়োজক সমিতিৰ সিদ্ধান্তই চূড়ান্ত সিদ্ধান্ত বুলি গণ্য কৰা হ'ব। [22,1642,327,1653]
seminar-illustration [23,1954,399,2172]
center-story2-headline: চিত্ৰাংকণ প্ৰতিযোগিতাৰ ফল ঘোষণা [241,1191,707,1228]
mid-page-rule [22,1412,1087,1413]
bottom-left-divider [560,1833,561,2444]
fireworks-photo [508,508,857,743]
top-story-headline: এইবাৰ দীপাৱলীত কমিল বায়ু, শব্দ প্ৰদূষণ [145,396,1339,478]
